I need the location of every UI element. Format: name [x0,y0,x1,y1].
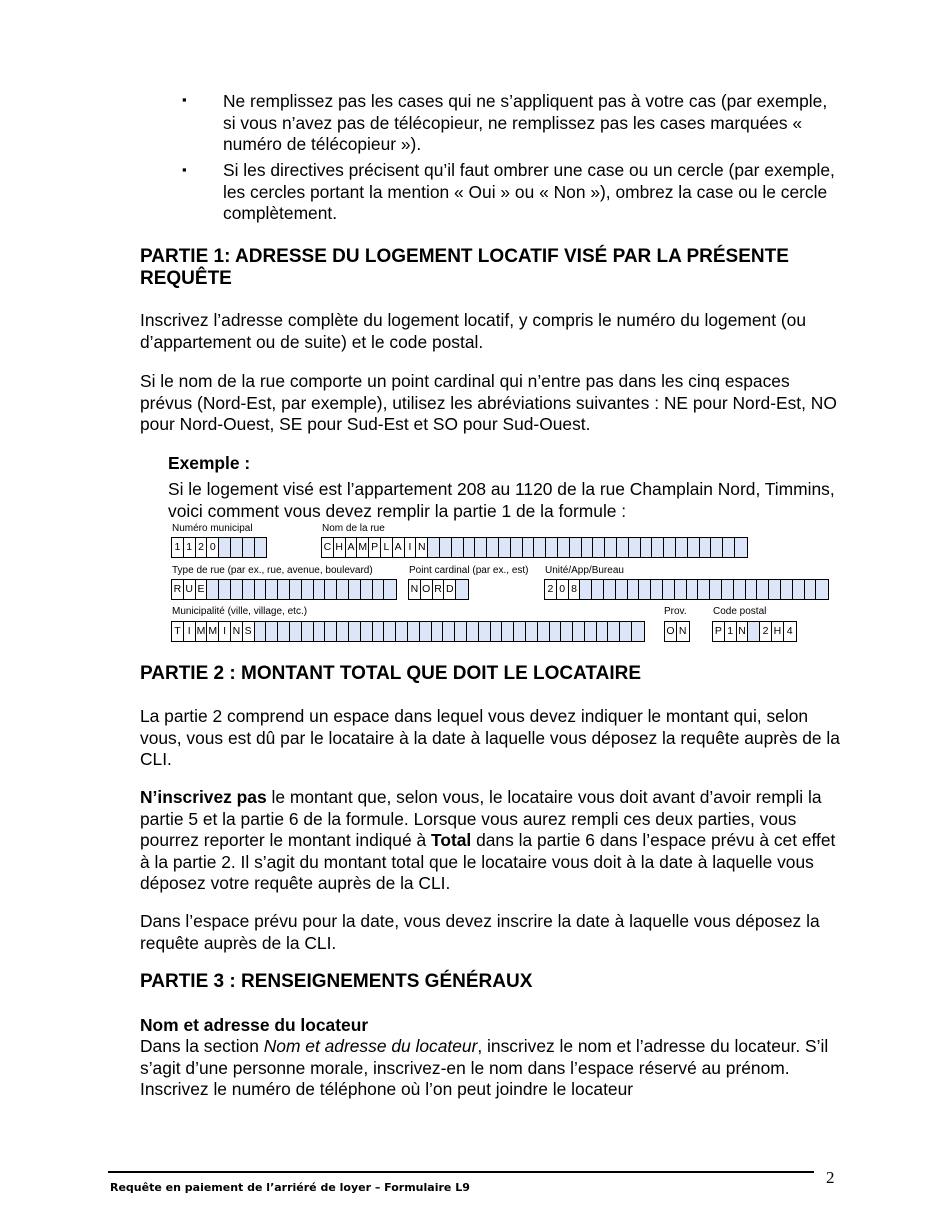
char-box [384,580,396,599]
char-box: C [322,538,334,557]
char-box [735,538,747,557]
char-box [582,538,594,557]
paragraph [140,1036,850,1101]
char-box [700,538,712,557]
text: dans la partie 6 dans l’espace prévu à cet effet à la partie 2. Il s’agit du montant total que le locataire vous doit à la date à laquelle vous déposez votre requête auprès de la CLI. [140,830,836,893]
char-box [628,580,640,599]
example-label: Exemple : [168,453,251,473]
char-box [373,622,385,641]
bullet-marker: ▪ [182,162,187,177]
char-box [491,622,503,641]
char-box: I [405,538,417,557]
field-label-nom-rue: Nom de la rue [322,523,385,534]
char-box [632,622,644,641]
page-number: 2 [826,1168,835,1187]
field-label-municipalite: Municipalité (ville, village, etc.) [172,606,308,617]
char-box: M [196,622,208,641]
char-box: R [172,580,184,599]
char-box: 0 [207,538,219,557]
char-box [502,622,514,641]
char-box: N [737,622,749,641]
char-box [585,622,597,641]
field-point-cardinal [408,579,469,600]
char-box [676,538,688,557]
char-box [793,580,805,599]
field-numero-municipal [171,537,267,558]
char-box [757,580,769,599]
char-box [651,580,663,599]
paragraph: Dans l’espace prévu pour la date, vous devez inscrire la date à laquelle vous déposez la requête auprès de la CLI. [140,911,820,953]
text: le montant que, selon vous, le locataire vous doit avant d’avoir rempli la partie 5 et la partie 6 de la formule. Lorsque vous aurez rempli ces deux parties, vous pourrez reporter le montant indiqué à [140,787,822,850]
char-box: P [713,622,725,641]
char-box [467,622,479,641]
char-box [675,580,687,599]
char-box [558,538,570,557]
char-box: 2 [196,538,208,557]
bold-text: N’inscrivez pas [140,787,267,807]
bullet-item: Ne remplissez pas les cases qui ne s’appliquent pas à votre cas (par exemple, si vous n’avez pas de télécopieur, ne remplissez pas les cases marquées « numéro de télécopieur »). [223,91,828,154]
char-box: D [444,580,456,599]
char-box: M [207,622,219,641]
char-box [723,538,735,557]
char-box: 1 [184,538,196,557]
char-box [593,538,605,557]
char-box [231,580,243,599]
char-box [361,622,373,641]
char-box [597,622,609,641]
paragraph: Inscrivez l’adresse complète du logement locatif, y compris le numéro du logement (ou d’appartement ou de suite) et le code postal. [140,310,806,352]
char-box [487,538,499,557]
field-code-postal [712,621,797,642]
char-box [464,538,476,557]
char-box [440,538,452,557]
field-municipalite [171,621,645,642]
char-box [290,580,302,599]
char-box [219,580,231,599]
char-box [769,580,781,599]
field-unite [544,579,829,600]
char-box [641,538,653,557]
section-heading-partie1: PARTIE 1: ADRESSE DU LOGEMENT LOCATIF VISÉ PAR LA PRÉSENTE REQUÊTE [140,246,789,289]
char-box [550,622,562,641]
char-box [746,580,758,599]
char-box [534,538,546,557]
char-box [420,622,432,641]
char-box: A [346,538,358,557]
bold-text: Total [430,830,472,850]
char-box: 1 [172,538,184,557]
char-box [816,580,828,599]
char-box: O [421,580,433,599]
char-box [514,622,526,641]
subheading: Nom et adresse du locateur [140,1015,369,1035]
char-box [698,580,710,599]
char-box [570,538,582,557]
char-box [652,538,664,557]
char-box: N [677,622,689,641]
char-box: T [172,622,184,641]
section-heading-partie2: PARTIE 2 : MONTANT TOTAL QUE DOIT LE LOCATAIRE [140,663,642,684]
char-box [314,622,326,641]
char-box [314,580,326,599]
section-heading-partie3: PARTIE 3 : RENSEIGNEMENTS GÉNÉRAUX [140,971,533,992]
char-box [255,580,267,599]
char-box: N [231,622,243,641]
char-box [604,580,616,599]
char-box [616,580,628,599]
char-box [408,622,420,641]
field-nom-rue [321,537,748,558]
paragraph [140,787,840,895]
text: , inscrivez le nom et l’adresse du locateur. S’il s’agit d’une personne morale, inscrivez-en le nom dans l’espace réservé au prénom. Inscrivez le numéro de téléphone où l’on peut joindre le locateur [140,1036,829,1099]
char-box [302,622,314,641]
italic-text: Nom et adresse du locateur [263,1036,478,1056]
char-box [664,538,676,557]
char-box: P [369,538,381,557]
paragraph: Si le nom de la rue comporte un point cardinal qui n’entre pas dans les cinq espaces prévus (Nord-Est, par exemple), utilisez les abréviations suivantes : NE pour Nord-Est, NO pour Nord-Ouest, SE pour Sud-Est et SO pour Sud-Ouest. [140,371,837,434]
char-box [432,622,444,641]
char-box: I [219,622,231,641]
bullet-marker: ▪ [182,92,187,107]
char-box [734,580,746,599]
char-box: 2 [545,580,557,599]
example-text: Si le logement visé est l’appartement 208 au 1120 de la rue Champlain Nord, Timmins, voici comment vous devez remplir la partie 1 de la formule : [168,479,835,521]
char-box [243,580,255,599]
char-box [396,622,408,641]
char-box [617,538,629,557]
char-box: E [196,580,208,599]
char-box [207,580,219,599]
char-box [781,580,793,599]
char-box: I [184,622,196,641]
char-box: S [243,622,255,641]
char-box [561,622,573,641]
char-box: M [357,538,369,557]
char-box [475,538,487,557]
char-box [479,622,491,641]
char-box: R [433,580,445,599]
char-box [511,538,523,557]
char-box [266,580,278,599]
char-box [349,622,361,641]
char-box: A [393,538,405,557]
char-box [290,622,302,641]
char-box [255,538,267,557]
field-type-rue [171,579,397,600]
char-box [592,580,604,599]
char-box [711,538,723,557]
char-box [231,538,243,557]
footer-title: Requête en paiement de l’arriéré de loyer – Formulaire L9 [110,1181,470,1194]
field-label-code-postal: Code postal [713,606,767,617]
char-box [337,580,349,599]
char-box [255,622,267,641]
char-box [428,538,440,557]
char-box [546,538,558,557]
char-box: N [409,580,421,599]
char-box [266,622,278,641]
char-box [443,622,455,641]
char-box [608,622,620,641]
char-box [499,538,511,557]
char-box [278,622,290,641]
field-label-point-cardinal: Point cardinal (par ex., est) [409,565,529,576]
char-box [573,622,585,641]
char-box [629,538,641,557]
paragraph: La partie 2 comprend un espace dans lequel vous devez indiquer le montant qui, selon vous, vous est dû par le locataire à la date à laquelle vous déposez la requête auprès de la CLI. [140,706,840,769]
char-box [452,538,464,557]
char-box [337,622,349,641]
char-box [580,580,592,599]
char-box: 8 [569,580,581,599]
char-box: N [416,538,428,557]
char-box [526,622,538,641]
char-box [605,538,617,557]
footer-rule [108,1171,814,1173]
char-box [325,580,337,599]
bullet-item: Si les directives précisent qu’il faut ombrer une case ou un cercle (par exemple, les cercles portant la mention « Oui » ou « Non »), ombrez la case ou le cercle complètement. [223,160,835,223]
char-box [687,580,699,599]
char-box [243,538,255,557]
char-box: 1 [725,622,737,641]
char-box [688,538,700,557]
char-box [456,580,468,599]
char-box [710,580,722,599]
char-box: 2 [760,622,772,641]
char-box: 0 [557,580,569,599]
char-box [748,622,760,641]
char-box [455,622,467,641]
char-box: H [772,622,784,641]
char-box: L [381,538,393,557]
text: Dans la section [140,1036,264,1056]
char-box [639,580,651,599]
char-box [349,580,361,599]
char-box [663,580,675,599]
char-box: 4 [784,622,796,641]
field-prov [664,621,690,642]
char-box [805,580,817,599]
char-box [620,622,632,641]
field-label-prov: Prov. [664,606,687,617]
char-box: U [184,580,196,599]
field-label-unite: Unité/App/Bureau [545,565,624,576]
char-box [219,538,231,557]
char-box [325,622,337,641]
field-label-numero-municipal: Numéro municipal [172,523,253,534]
char-box [523,538,535,557]
char-box: H [334,538,346,557]
char-box [302,580,314,599]
char-box [361,580,373,599]
char-box [278,580,290,599]
char-box [384,622,396,641]
char-box [722,580,734,599]
char-box [538,622,550,641]
char-box: O [665,622,677,641]
char-box [373,580,385,599]
field-label-type-rue: Type de rue (par ex., rue, avenue, boulevard) [172,565,373,576]
